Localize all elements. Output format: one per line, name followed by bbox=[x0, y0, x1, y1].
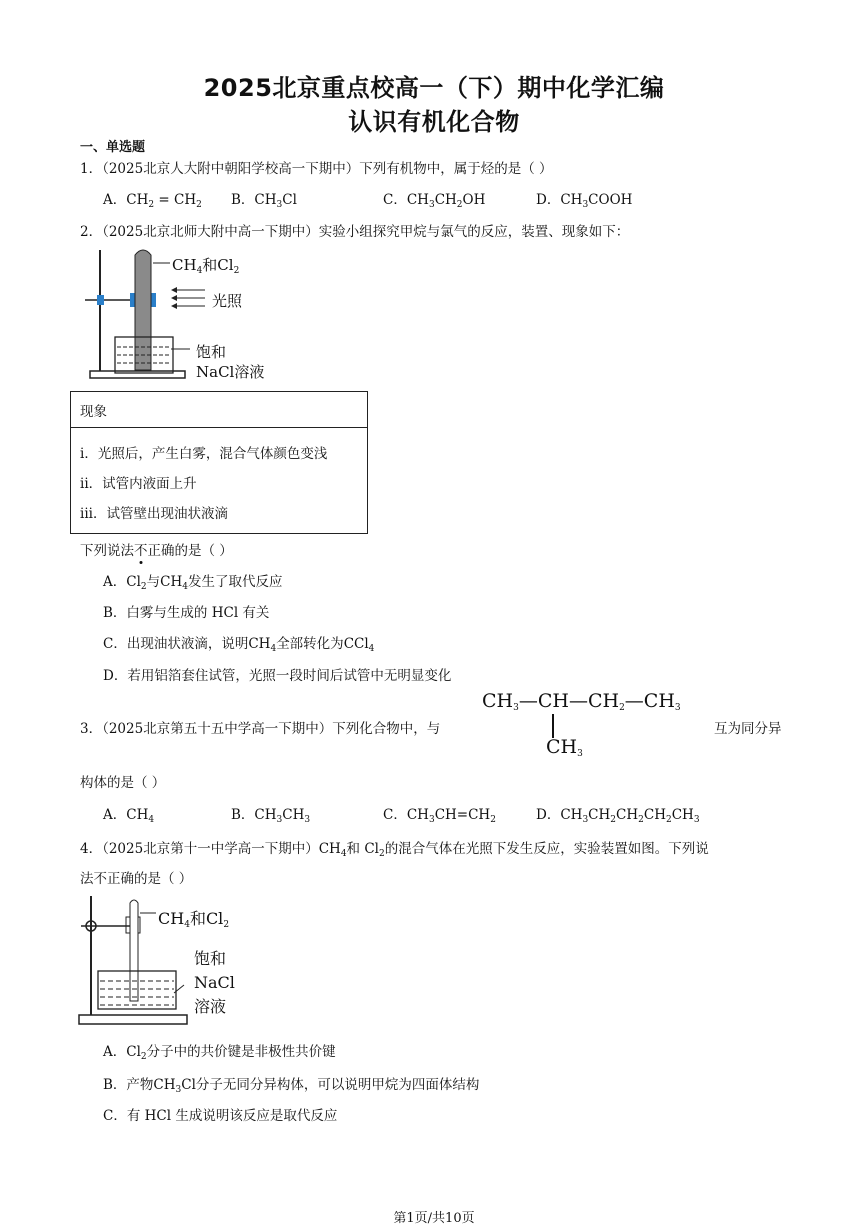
q1-option-a: A．$CH_2 = CH_2$ bbox=[103, 192, 202, 210]
q2-stem: 2．（2025北京北师大附中高一下期中）实验小组探究甲烷与氯气的反应，装置、现象如下： bbox=[80, 224, 630, 240]
q1-stem: 1．（2025北京人大附中朝阳学校高一下期中）下列有机物中，属于烃的是（ ） bbox=[80, 161, 553, 177]
q2-option-a: A．$Cl_2$与$CH_4$发生了取代反应 bbox=[103, 574, 283, 592]
table-row: i．光照后，产生白雾，混合气体颜色变浅 bbox=[80, 446, 328, 462]
q3-formula-branch: $CH_3$ bbox=[546, 736, 583, 759]
q4-option-b: B．产物$CH_3Cl$分子无同分异构体，可以说明甲烷为四面体结构 bbox=[103, 1077, 480, 1095]
q3-stem-tail: 互为同分异 bbox=[714, 721, 782, 737]
q4-fig-sat-label: 饱和 NaCl 溶液 bbox=[194, 949, 235, 1016]
doc-subtitle: 认识有机化合物 bbox=[348, 108, 520, 136]
q2-fig-gas-label: $CH_4$和$Cl_2$ bbox=[172, 256, 240, 276]
q4-stem: 4．（2025北京第十一中学高一下期中）$CH_4$和 $Cl_2$的混合气体在光照下发生反应，实验装置如图。下列说 bbox=[80, 841, 709, 859]
doc-title: 2025北京重点校高一（下）期中化学汇编 bbox=[203, 74, 665, 102]
q3-option-a: A．$CH_4$ bbox=[103, 807, 155, 825]
table-row: iii．试管壁出现油状液滴 bbox=[80, 506, 228, 522]
page-footer: 第1页/共10页 bbox=[393, 1211, 475, 1226]
q2-fig-nacl-label: NaCl溶液 bbox=[196, 363, 265, 381]
table-row: ii．试管内液面上升 bbox=[80, 476, 197, 492]
q2-option-c: C．出现油状液滴，说明$CH_4$全部转化为CCl$_4$ bbox=[103, 636, 375, 654]
section-heading: 一、单选题 bbox=[80, 140, 146, 155]
q1-option-d: D．$CH_3COOH$ bbox=[536, 192, 633, 210]
q1-option-b: B．$CH_3Cl$ bbox=[231, 192, 297, 210]
q4-option-c: C．有 HCl 生成说明该反应是取代反应 bbox=[103, 1108, 338, 1124]
q3-stem-line2: 构体的是（ ） bbox=[80, 775, 166, 791]
q3-option-b: B．$CH_3CH_3$ bbox=[231, 807, 311, 825]
q3-stem: 3．（2025北京第五十五中学高一下期中）下列化合物中，与 bbox=[80, 721, 441, 737]
q3-option-c: C．$CH_3CH=CH_2$ bbox=[383, 807, 496, 825]
q2-option-d: D．若用铝箔套住试管，光照一段时间后试管中无明显变化 bbox=[103, 668, 452, 684]
q4-option-a: A．$Cl_2$分子中的共价键是非极性共价键 bbox=[103, 1044, 336, 1062]
q4-fig-gas-label: $CH_4$和$Cl_2$ bbox=[158, 909, 230, 930]
q2-ask: 下列说法不正确的是（ ） bbox=[80, 543, 233, 559]
q2-phenomena-table bbox=[70, 391, 368, 534]
q2-fig-light-label: 光照 bbox=[212, 292, 243, 310]
q3-option-d: D．$CH_3CH_2CH_2CH_2CH_3$ bbox=[536, 807, 700, 825]
q3-formula-main: $CH_3—CH—CH_2—CH_3$ bbox=[482, 690, 681, 713]
q2-fig-sat-label: 饱和 bbox=[196, 343, 227, 361]
q4-stem-line2: 法不正确的是（ ） bbox=[80, 871, 193, 887]
q1-option-c: C．$CH_3CH_2OH$ bbox=[383, 192, 486, 210]
q2-option-b: B．白雾与生成的 HCl 有关 bbox=[103, 605, 270, 621]
table-header: 现象 bbox=[80, 404, 107, 420]
q3-formula-bond bbox=[552, 714, 554, 738]
